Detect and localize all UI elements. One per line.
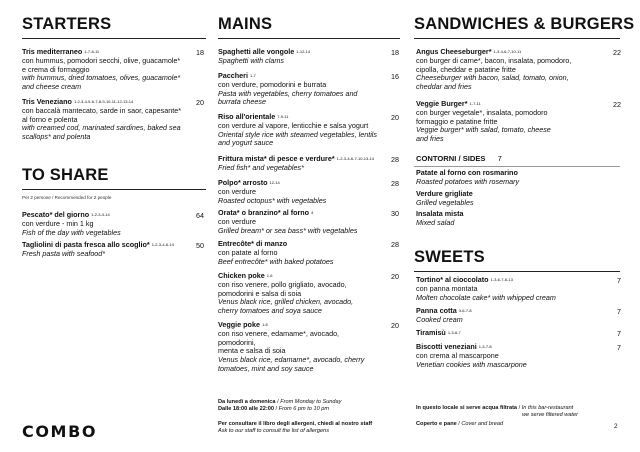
item-price: 18	[391, 48, 399, 57]
item-allergens: 1-2-3-4-6-7-10-13-14	[336, 156, 375, 161]
item-price: 64	[196, 211, 204, 220]
side-item	[416, 169, 519, 187]
menu-item	[416, 307, 601, 325]
item-price: 16	[391, 72, 399, 81]
menu-item	[22, 48, 192, 92]
item-name: Tris Veneziano	[22, 97, 72, 106]
item-translation: Spaghetti with clams	[218, 55, 284, 65]
item-allergens: 1-3-6-7	[447, 330, 461, 335]
menu-item	[218, 72, 378, 107]
item-description: con panna montata	[416, 283, 478, 293]
item-name: Tris mediterraneo	[22, 47, 83, 56]
item-allergens: 3-6-7-8	[458, 308, 472, 313]
water-note: In questo locale si serve acqua filtrata / In this bar-restaurant we serve filtered water	[416, 405, 578, 418]
item-price: 20	[391, 113, 399, 122]
item-translation: and cheese cream	[22, 82, 82, 92]
item-price: 30	[391, 209, 399, 218]
side-translation: Roasted potatoes with rosemary	[416, 176, 520, 186]
item-translation: with hummus, dried tomatoes, olives, guacamole*	[22, 73, 181, 83]
item-name: Orata* o branzino* al forno	[218, 208, 310, 217]
item-description: con verdure	[218, 216, 256, 226]
page-number: 2	[614, 423, 618, 430]
item-allergens: 1-6	[261, 322, 268, 327]
sweets-heading: SWEETS	[414, 248, 485, 266]
item-description: con verdure	[218, 186, 256, 196]
item-description: cipolla, cheddar e patatine fritte	[416, 64, 516, 74]
menu-item	[416, 329, 601, 338]
item-translation: Venus black rice, edamame*, avocado, cherry	[218, 355, 365, 365]
item-translation: cheddar and fries	[416, 82, 472, 92]
sandwiches-rule	[414, 38, 620, 39]
item-name: Entrecôte* di manzo	[218, 239, 288, 248]
menu-item	[22, 98, 192, 142]
item-price: 7	[617, 307, 621, 316]
item-name: Tortino* al cioccolato	[416, 275, 489, 284]
mains-rule	[218, 38, 400, 39]
item-name: Veggie poke	[218, 320, 260, 329]
item-translation: Veggie burger* with salad, tomato, cheese	[416, 125, 551, 135]
item-translation: with creamed cod, marinated sardines, baked sea	[22, 123, 181, 133]
item-price: 22	[613, 48, 621, 57]
item-allergens: 1-3-6-7-8-13	[490, 277, 513, 282]
item-price: 18	[196, 48, 204, 57]
combo-logo: COMBO	[22, 422, 98, 441]
allergen-en: Ask to our staff to consult the list of allergens	[218, 428, 329, 434]
item-description: con baccalà mantecato, sarde in saor, capesante*	[22, 105, 182, 115]
item-name: Frittura mista* di pesce e verdure*	[218, 154, 335, 163]
item-description: con verdure al vapore, lenticchie e salsa yogurt	[218, 120, 369, 130]
item-name: Tagliolini di pasta fresca allo scoglio*	[22, 240, 150, 249]
item-price: 28	[391, 240, 399, 249]
item-name: Paccheri	[218, 71, 248, 80]
cover-en: Cover and bread	[461, 421, 504, 427]
item-translation: scallops* and polenta	[22, 132, 91, 142]
item-description: al forno e polenta	[22, 114, 78, 124]
item-translation: Venetian cookies with mascarpone	[416, 359, 527, 369]
item-price: 50	[196, 241, 204, 250]
item-price: 28	[391, 155, 399, 164]
times-it: Dalle 18:00 alle 22:00	[218, 406, 274, 412]
item-name: Polpo* arrosto	[218, 178, 268, 187]
item-price: 20	[391, 321, 399, 330]
item-translation: Fish of the day with vegetables	[22, 227, 121, 237]
allergen-it: Per consultare il libro degli allergeni, chiedi al nostro staff	[218, 421, 373, 427]
item-translation: Oriental style rice with steamed vegetables, lentils	[218, 129, 377, 139]
item-translation: and yogurt sauce	[218, 138, 274, 148]
water-en: In this bar-restaurant	[521, 405, 574, 411]
times-en: From 6 pm to 10 pm	[278, 406, 330, 412]
item-description: con patate al forno	[218, 247, 278, 257]
menu-item	[22, 211, 192, 237]
item-price: 22	[613, 100, 621, 109]
item-description: menta e salsa di soia	[218, 346, 286, 356]
water-en-2: we serve filtered water	[522, 412, 578, 418]
opening-hours: Da lunedì a domenica / From Monday to Sunday Dalle 18:00 alle 22:00 / From 6 pm to 10 pm	[218, 399, 342, 412]
side-translation: Mixed salad	[416, 217, 455, 227]
item-translation: Cooked cream	[416, 314, 463, 324]
item-name: Chicken poke	[218, 271, 265, 280]
item-description: con hummus, pomodori secchi, olive, guacamole*	[22, 55, 181, 65]
item-allergens: 1-7	[249, 73, 256, 78]
menu-item	[218, 179, 378, 205]
menu-item	[416, 343, 601, 369]
item-translation: Roasted octopus* with vegetables	[218, 195, 327, 205]
item-description: con riso venere, pollo grigliato, avocado,	[218, 279, 347, 289]
item-translation: cherry tomatoes and soya sauce	[218, 306, 322, 316]
item-description: formaggio e patatine fritte	[416, 116, 498, 126]
menu-item	[218, 240, 378, 266]
item-allergens: 1-7-8-11	[84, 49, 100, 54]
hours-it: Da lunedì a domenica	[218, 399, 276, 405]
item-translation: Fried fish* and vegetables*	[218, 162, 304, 172]
item-price: 7	[617, 276, 621, 285]
contorni-price: 7	[497, 154, 502, 163]
starters-rule	[22, 38, 206, 39]
item-description: e crema di formaggio	[22, 64, 90, 74]
item-translation: Venus black rice, grilled chicken, avocado,	[218, 297, 354, 307]
menu-item	[416, 276, 601, 302]
item-description: pomodorini e salsa di soia	[218, 288, 302, 298]
item-description: con verdure - min 1 kg	[22, 218, 94, 228]
item-translation: Molten chocolate cake* with whipped cream	[416, 292, 556, 302]
contorni-rule	[414, 166, 620, 167]
contorni-heading	[416, 154, 502, 163]
to-share-note: Per 2 persone / Recommended for 2 people	[22, 195, 112, 200]
item-name: Angus Cheeseburger*	[416, 47, 492, 56]
side-item	[416, 210, 464, 228]
mains-heading: MAINS	[218, 15, 273, 33]
item-price: 7	[617, 343, 621, 352]
item-translation: and fries	[416, 134, 444, 144]
side-item	[416, 190, 474, 208]
item-allergens: 1-2-3-4-6-14	[151, 242, 174, 247]
menu-item	[218, 113, 378, 148]
item-allergens: 12-14	[269, 180, 280, 185]
item-allergens: 1-7-11	[469, 101, 481, 106]
item-price: 20	[196, 98, 204, 107]
menu-item	[22, 241, 192, 259]
item-name: Riso all'orientale	[218, 112, 276, 121]
item-translation: Fresh pasta with seafood*	[22, 248, 106, 258]
item-price: 7	[617, 329, 621, 338]
item-allergens: 1-2-3-4-14	[91, 212, 110, 217]
item-translation: tomatoes, mint and soy sauce	[218, 363, 314, 373]
item-name: Pescato* del giorno	[22, 210, 90, 219]
item-translation: Grilled bream* or sea bass* with vegetables	[218, 225, 358, 235]
menu-item	[416, 100, 601, 144]
starters-heading: STARTERS	[22, 15, 112, 33]
item-name-line	[416, 329, 601, 338]
water-it: In questo locale si serve acqua filtrata	[416, 405, 518, 411]
menu-item	[218, 272, 378, 316]
item-description: con riso venere, edamame*, avocado, pomodorini,	[218, 328, 340, 347]
item-allergens: 1-6	[266, 273, 273, 278]
item-description: con verdure, pomodorini e burrata	[218, 79, 327, 89]
allergen-note	[218, 421, 372, 435]
menu-item	[416, 48, 601, 92]
item-name: Tiramisù	[416, 328, 446, 337]
item-price: 20	[391, 272, 399, 281]
item-allergens: 1-12-14	[296, 49, 311, 54]
menu-item	[218, 321, 378, 374]
to-share-rule	[22, 189, 206, 190]
item-allergens: 1-2-3-4-5-6-7-8-9-10-11-12-13-14	[73, 99, 134, 104]
side-translation: Grilled vegetables	[416, 197, 474, 207]
menu-item	[218, 48, 378, 66]
item-allergens: 7-9-11	[277, 114, 289, 119]
item-allergens: 1-3-4-6-7-10-11	[493, 49, 522, 54]
item-name: Spaghetti alle vongole	[218, 47, 295, 56]
item-translation: burrata cheese	[218, 97, 266, 107]
hours-en: From Monday to Sunday	[280, 399, 342, 405]
contorni-title: CONTORNI / SIDES	[416, 154, 486, 163]
side-name: Patate al forno con rosmarino	[416, 168, 518, 177]
cover-it: Coperto e pane	[416, 421, 457, 427]
menu-item	[218, 209, 378, 235]
item-translation: Pasta with vegetables, cherry tomatoes and	[218, 88, 358, 98]
item-allergens: 4	[311, 210, 314, 215]
item-description: con crema al mascarpone	[416, 350, 499, 360]
sandwiches-heading: SANDWICHES & BURGERS	[414, 15, 635, 33]
item-translation: Beef entrecôte* with baked potatoes	[218, 256, 334, 266]
item-price: 28	[391, 179, 399, 188]
side-name: Verdure grigliate	[416, 189, 473, 198]
item-translation: Cheeseburger with bacon, salad, tomato, onion,	[416, 73, 569, 83]
item-name: Veggie Burger*	[416, 99, 468, 108]
side-name: Insalata mista	[416, 209, 464, 218]
sweets-rule	[414, 271, 620, 272]
item-name: Biscotti veneziani	[416, 342, 477, 351]
item-description: con burger di carne*, bacon, insalata, pomodoro,	[416, 55, 572, 65]
item-allergens: 1-3-7-8	[478, 344, 492, 349]
to-share-heading: TO SHARE	[22, 166, 109, 184]
menu-item	[218, 155, 378, 173]
item-description: con burger vegetale*, insalata, pomodoro	[416, 107, 548, 117]
cover-note: Coperto e pane / Cover and bread	[416, 421, 504, 427]
item-name: Panna cotta	[416, 306, 457, 315]
